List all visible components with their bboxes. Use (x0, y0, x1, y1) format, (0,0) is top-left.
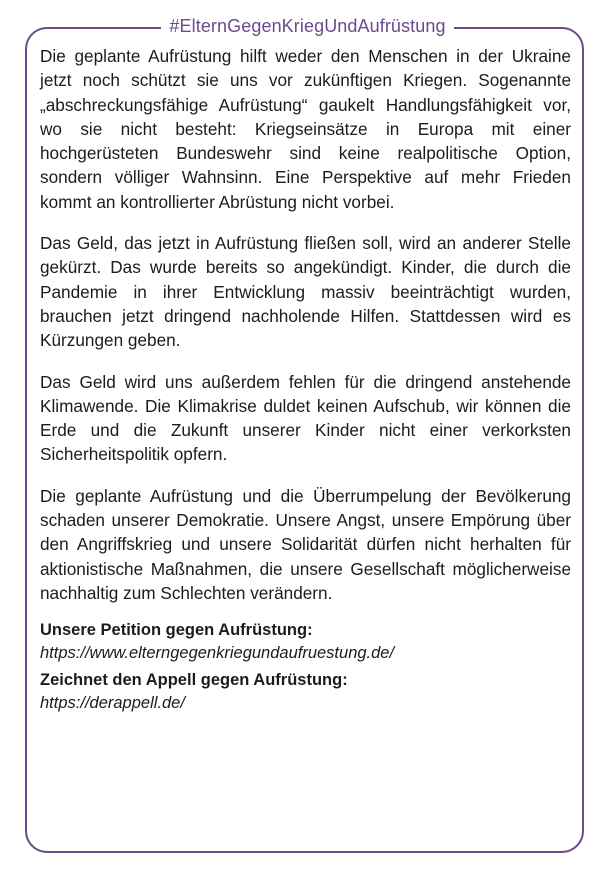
hashtag-text: #ElternGegenKriegUndAufrüstung (161, 14, 453, 38)
appeal-link[interactable]: https://derappell.de/ (40, 694, 185, 713)
petition-label: Unsere Petition gegen Aufrüstung: (40, 621, 313, 640)
main-content (40, 44, 571, 719)
paragraph-4: Die geplante Aufrüstung und die Überrumpelung der Bevölkerung schaden unserer Demokratie. Unsere Angst, unsere Empörung über den Angriffskrieg und unsere Solidarität dürfen nicht herhalten für aktionistische Maßnahmen, die unsere Gesellschaft möglicherweise nachhaltig zum Schlechten verändern. (40, 485, 571, 603)
petition-link[interactable]: https://www.elterngegenkriegundaufruestung.de/ (40, 644, 395, 663)
petition-block-1 (40, 619, 571, 665)
petition-block-2 (40, 669, 571, 715)
paragraph-2: Das Geld, das jetzt in Aufrüstung fließen soll, wird an anderer Stelle gekürzt. Das wurde bereits so angekündigt. Kinder, die durch die Pandemie in ihrer Entwicklung massiv beeinträchtigt wurden, brauchen jetzt dringend nachholende Hilfen. Stattdessen wird es Kürzungen geben. (40, 233, 571, 351)
paragraph-3: Das Geld wird uns außerdem fehlen für die dringend anstehende Klimawende. Die Klimakrise duldet keinen Aufschub, wir können die Erde und die Zukunft unserer Kinder nicht einer verkorksten Sicherheitspolitik opfern. (40, 371, 571, 465)
paragraph-1: Die geplante Aufrüstung hilft weder den Menschen in der Ukraine jetzt noch schützt sie uns vor zukünftigen Kriegen. Sogenannte „abschreckungsfähige Aufrüstung“ gaukelt Handlungsfähigkeit vor, wo sie nicht besteht: Kriegseinsätze in Europa mit einer hochgerüsteten Bundeswehr sind keine realpolitische Option, sondern völliger Wahnsinn. Eine Perspektive auf mehr Frieden kommt an kontrollierter Abrüstung nicht vorbei. (40, 46, 571, 212)
hashtag-header (0, 14, 615, 38)
appeal-label: Zeichnet den Appell gegen Aufrüstung: (40, 671, 348, 690)
